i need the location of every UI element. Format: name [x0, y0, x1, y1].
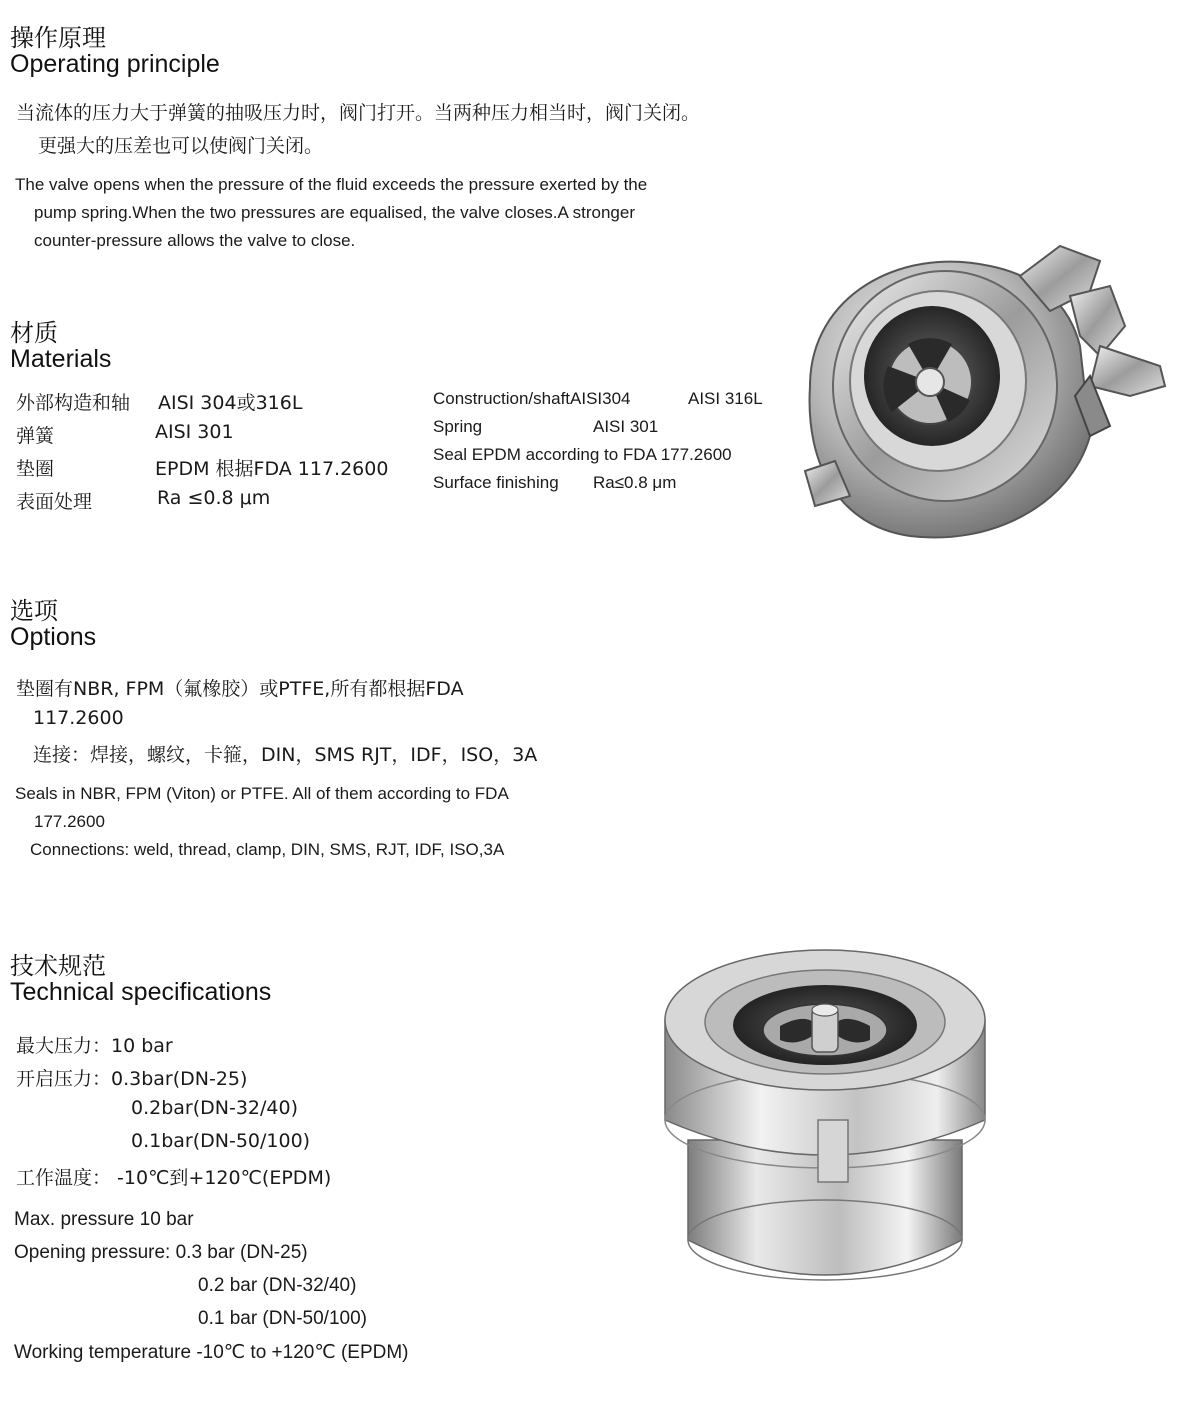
union-valve-image — [660, 930, 990, 1300]
materials-en-label: Construction/shaftAISI304 — [433, 389, 631, 408]
operating-en-line1: The valve opens when the pressure of the fluid exceeds the pressure exerted by the — [15, 175, 648, 194]
options-cn-line1: 垫圈有NBR, FPM（氟橡胶）或PTFE,所有都根据FDA — [16, 678, 464, 700]
specs-en-open3: 0.1 bar (DN-50/100) — [198, 1308, 367, 1329]
materials-cn-value: EPDM 根据FDA 117.2600 — [155, 458, 389, 480]
materials-en-label: Seal EPDM according to FDA 177.2600 — [433, 445, 732, 464]
materials-en-value: Ra≤0.8 μm — [593, 473, 677, 492]
specs-en-temp: Working temperature -10℃ to +120℃ (EPDM) — [14, 1342, 409, 1363]
materials-cn-value: AISI 304或316L — [158, 392, 303, 414]
materials-cn-label: 弹簧 — [16, 425, 55, 447]
operating-cn-line1: 当流体的压力大于弹簧的抽吸压力时，阀门打开。当两种压力相当时，阀门关闭。 — [16, 102, 701, 124]
materials-cn-label: 表面处理 — [16, 491, 93, 513]
operating-cn-line2: 更强大的压差也可以使阀门关闭。 — [38, 135, 324, 157]
options-cn-line3: 连接：焊接，螺纹，卡箍，DIN，SMS RJT，IDF，ISO，3A — [33, 744, 538, 766]
options-title-cn: 选项 — [10, 597, 58, 625]
materials-cn-label: 外部构造和轴 — [16, 392, 131, 414]
materials-en-value: AISI 301 — [593, 417, 659, 436]
operating-en-line3: counter-pressure allows the valve to close. — [34, 231, 356, 250]
operating-title-cn: 操作原理 — [10, 24, 106, 52]
specs-cn-open2: 0.2bar(DN-32/40) — [131, 1097, 299, 1119]
clamp-valve-image — [790, 236, 1190, 556]
specs-en-open2: 0.2 bar (DN-32/40) — [198, 1275, 357, 1296]
specs-title-en: Technical specifications — [10, 978, 272, 1006]
options-title-en: Options — [10, 623, 97, 651]
specs-en-max: Max. pressure 10 bar — [14, 1209, 194, 1230]
materials-title-cn: 材质 — [10, 319, 58, 347]
specs-en-open1: Opening pressure: 0.3 bar (DN-25) — [14, 1242, 308, 1263]
operating-en-line2: pump spring.When the two pressures are equalised, the valve closes.A stronger — [34, 203, 635, 222]
options-en-line2: 177.2600 — [34, 812, 105, 831]
materials-cn-label: 垫圈 — [16, 458, 55, 480]
specs-cn-max: 最大压力：10 bar — [16, 1035, 173, 1057]
specs-cn-temp: 工作温度： -10℃到+120℃(EPDM) — [16, 1167, 332, 1189]
options-en-line3: Connections: weld, thread, clamp, DIN, SMS, RJT, IDF, ISO,3A — [30, 840, 505, 859]
specs-title-cn: 技术规范 — [10, 952, 106, 980]
materials-cn-value: Ra ≤0.8 μm — [157, 487, 271, 509]
materials-en-label: Surface finishing — [433, 473, 559, 492]
specs-cn-open3: 0.1bar(DN-50/100) — [131, 1130, 311, 1152]
options-cn-line2: 117.2600 — [33, 707, 124, 729]
options-en-line1: Seals in NBR, FPM (Viton) or PTFE. All of them according to FDA — [15, 784, 509, 803]
materials-en-label: Spring — [433, 417, 483, 436]
specs-cn-open1: 开启压力：0.3bar(DN-25) — [16, 1068, 248, 1090]
materials-cn-value: AISI 301 — [155, 421, 234, 443]
materials-en-value: AISI 316L — [688, 389, 763, 408]
operating-title-en: Operating principle — [10, 50, 220, 78]
materials-title-en: Materials — [10, 345, 112, 373]
